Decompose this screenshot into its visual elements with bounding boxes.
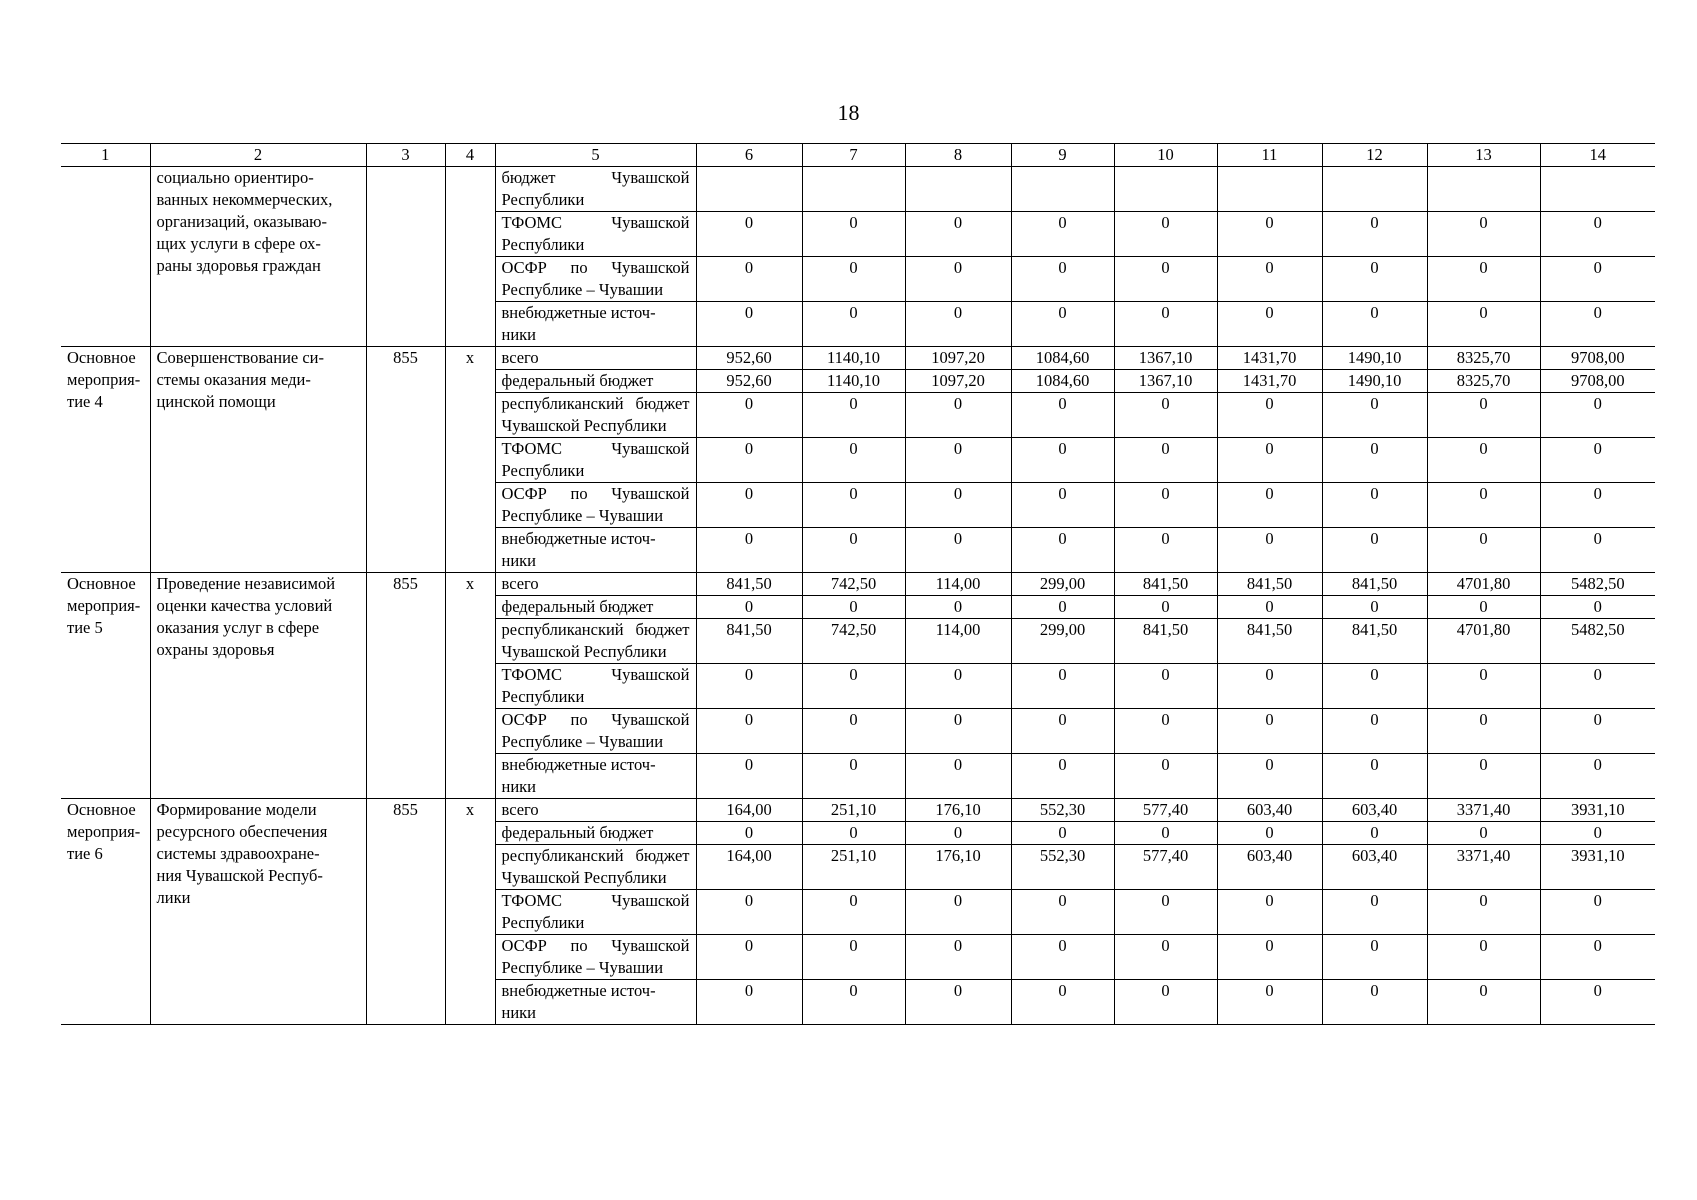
value-cell: 0: [696, 212, 802, 257]
value-cell: 0: [1011, 890, 1114, 935]
budget-code: 855: [366, 573, 445, 799]
table-row: [61, 347, 1655, 370]
value-cell: 0: [1427, 528, 1540, 573]
column-number-header: 8: [905, 144, 1011, 167]
value-cell: 0: [905, 393, 1011, 438]
value-cell: 0: [905, 212, 1011, 257]
mark-cell: [445, 167, 495, 347]
value-cell: 0: [1217, 302, 1322, 347]
measure-label: Основное мероприя- тие 4: [61, 347, 150, 573]
funding-source: республиканский бюджет Чувашской Республики: [495, 393, 696, 438]
value-cell: 0: [1217, 754, 1322, 799]
column-number-header: 2: [150, 144, 366, 167]
value-cell: [1540, 167, 1655, 212]
value-cell: 0: [802, 709, 905, 754]
value-cell: 0: [1011, 754, 1114, 799]
value-cell: 0: [905, 709, 1011, 754]
table-row: [61, 167, 1655, 212]
value-cell: 0: [1427, 709, 1540, 754]
value-cell: 0: [1322, 980, 1427, 1025]
value-cell: [1011, 167, 1114, 212]
value-cell: 0: [1114, 754, 1217, 799]
value-cell: 0: [1217, 483, 1322, 528]
funding-source: внебюджетные источ- ники: [495, 980, 696, 1025]
funding-source: ТФОМС Чувашской Республики: [495, 664, 696, 709]
column-number-header: 4: [445, 144, 495, 167]
funding-source: республиканский бюджет Чувашской Республики: [495, 619, 696, 664]
table-row: [61, 799, 1655, 822]
value-cell: 0: [1011, 483, 1114, 528]
value-cell: 0: [905, 822, 1011, 845]
value-cell: 742,50: [802, 573, 905, 596]
value-cell: 0: [696, 822, 802, 845]
value-cell: 952,60: [696, 347, 802, 370]
value-cell: 0: [1427, 257, 1540, 302]
value-cell: 841,50: [696, 573, 802, 596]
value-cell: 0: [1217, 890, 1322, 935]
value-cell: 0: [1427, 212, 1540, 257]
value-cell: 0: [905, 935, 1011, 980]
value-cell: 0: [1540, 980, 1655, 1025]
value-cell: 0: [1540, 935, 1655, 980]
table-row: [61, 573, 1655, 596]
value-cell: 0: [1114, 528, 1217, 573]
value-cell: 0: [696, 257, 802, 302]
value-cell: 1140,10: [802, 370, 905, 393]
value-cell: 0: [1217, 393, 1322, 438]
column-number-header: 6: [696, 144, 802, 167]
value-cell: 0: [1217, 822, 1322, 845]
budget-code: 855: [366, 799, 445, 1025]
column-number-header: 1: [61, 144, 150, 167]
funding-source: ТФОМС Чувашской Республики: [495, 438, 696, 483]
funding-source: ОСФР по Чувашской Республике – Чувашии: [495, 257, 696, 302]
value-cell: 0: [1540, 302, 1655, 347]
value-cell: 0: [1114, 664, 1217, 709]
value-cell: 0: [1540, 709, 1655, 754]
value-cell: 0: [1217, 438, 1322, 483]
value-cell: 0: [1540, 483, 1655, 528]
column-number-header: 12: [1322, 144, 1427, 167]
value-cell: 603,40: [1217, 799, 1322, 822]
value-cell: 841,50: [1217, 619, 1322, 664]
value-cell: 0: [1114, 980, 1217, 1025]
value-cell: 0: [1322, 822, 1427, 845]
value-cell: 1084,60: [1011, 347, 1114, 370]
value-cell: 0: [1427, 302, 1540, 347]
value-cell: 0: [696, 528, 802, 573]
funding-source: ОСФР по Чувашской Республике – Чувашии: [495, 935, 696, 980]
value-cell: 0: [905, 664, 1011, 709]
page-number: 18: [837, 100, 860, 125]
value-cell: 0: [1114, 302, 1217, 347]
value-cell: 1431,70: [1217, 370, 1322, 393]
value-cell: 0: [1427, 393, 1540, 438]
column-number-row: [61, 144, 1655, 167]
value-cell: 251,10: [802, 845, 905, 890]
value-cell: 0: [1322, 935, 1427, 980]
value-cell: 577,40: [1114, 845, 1217, 890]
value-cell: 552,30: [1011, 845, 1114, 890]
value-cell: 0: [802, 212, 905, 257]
value-cell: 0: [1540, 393, 1655, 438]
mark-cell: х: [445, 347, 495, 573]
value-cell: 164,00: [696, 799, 802, 822]
value-cell: 952,60: [696, 370, 802, 393]
value-cell: 114,00: [905, 573, 1011, 596]
value-cell: 0: [1322, 212, 1427, 257]
value-cell: 0: [1540, 754, 1655, 799]
value-cell: 1097,20: [905, 370, 1011, 393]
measure-label: Основное мероприя- тие 5: [61, 573, 150, 799]
funding-source: внебюджетные источ- ники: [495, 302, 696, 347]
value-cell: [1427, 167, 1540, 212]
value-cell: 0: [905, 754, 1011, 799]
value-cell: 1431,70: [1217, 347, 1322, 370]
value-cell: 0: [696, 754, 802, 799]
value-cell: 176,10: [905, 845, 1011, 890]
value-cell: 3931,10: [1540, 799, 1655, 822]
value-cell: 603,40: [1217, 845, 1322, 890]
value-cell: 1367,10: [1114, 370, 1217, 393]
value-cell: 0: [1217, 212, 1322, 257]
value-cell: 0: [905, 302, 1011, 347]
budget-code: [366, 167, 445, 347]
value-cell: [905, 167, 1011, 212]
value-cell: 1490,10: [1322, 370, 1427, 393]
value-cell: 3931,10: [1540, 845, 1655, 890]
value-cell: 0: [1427, 890, 1540, 935]
value-cell: 0: [1114, 257, 1217, 302]
value-cell: 0: [696, 980, 802, 1025]
value-cell: 0: [1427, 754, 1540, 799]
value-cell: 0: [802, 483, 905, 528]
value-cell: 0: [905, 257, 1011, 302]
value-cell: 0: [905, 483, 1011, 528]
value-cell: 0: [1427, 935, 1540, 980]
value-cell: 841,50: [1114, 619, 1217, 664]
value-cell: 0: [696, 709, 802, 754]
value-cell: 0: [1322, 393, 1427, 438]
value-cell: 0: [1011, 257, 1114, 302]
column-number-header: 14: [1540, 144, 1655, 167]
measure-title: Проведение независимой оценки качества условий оказания услуг в сфере охраны здоровья: [150, 573, 366, 799]
value-cell: 577,40: [1114, 799, 1217, 822]
value-cell: 0: [802, 528, 905, 573]
value-cell: 4701,80: [1427, 619, 1540, 664]
value-cell: 0: [1322, 257, 1427, 302]
value-cell: 0: [1011, 393, 1114, 438]
value-cell: 0: [1427, 664, 1540, 709]
value-cell: 0: [802, 438, 905, 483]
value-cell: 0: [1322, 596, 1427, 619]
value-cell: 114,00: [905, 619, 1011, 664]
value-cell: 0: [1217, 664, 1322, 709]
value-cell: 0: [905, 980, 1011, 1025]
value-cell: 0: [1540, 257, 1655, 302]
value-cell: 0: [905, 890, 1011, 935]
measure-title: Совершенствование си- стемы оказания меди- цинской помощи: [150, 347, 366, 573]
value-cell: 8325,70: [1427, 347, 1540, 370]
value-cell: [1114, 167, 1217, 212]
value-cell: 0: [696, 302, 802, 347]
value-cell: 0: [1427, 980, 1540, 1025]
value-cell: 5482,50: [1540, 619, 1655, 664]
value-cell: 0: [1540, 438, 1655, 483]
value-cell: 0: [1540, 528, 1655, 573]
value-cell: 0: [802, 302, 905, 347]
value-cell: 0: [1322, 302, 1427, 347]
value-cell: 4701,80: [1427, 573, 1540, 596]
value-cell: 0: [696, 664, 802, 709]
column-number-header: 5: [495, 144, 696, 167]
column-number-header: 10: [1114, 144, 1217, 167]
value-cell: [1217, 167, 1322, 212]
measure-label: [61, 167, 150, 347]
value-cell: 841,50: [1322, 619, 1427, 664]
value-cell: 1140,10: [802, 347, 905, 370]
value-cell: 0: [1114, 483, 1217, 528]
value-cell: 0: [1427, 596, 1540, 619]
funding-source: ТФОМС Чувашской Республики: [495, 890, 696, 935]
column-number-header: 9: [1011, 144, 1114, 167]
value-cell: 0: [1322, 438, 1427, 483]
value-cell: 0: [1114, 393, 1217, 438]
value-cell: 0: [1540, 596, 1655, 619]
value-cell: 0: [1114, 596, 1217, 619]
value-cell: 0: [1322, 483, 1427, 528]
funding-source: федеральный бюджет: [495, 596, 696, 619]
column-number-header: 11: [1217, 144, 1322, 167]
funding-source: ТФОМС Чувашской Республики: [495, 212, 696, 257]
value-cell: 742,50: [802, 619, 905, 664]
value-cell: 0: [1322, 528, 1427, 573]
mark-cell: х: [445, 799, 495, 1025]
value-cell: 1097,20: [905, 347, 1011, 370]
value-cell: 164,00: [696, 845, 802, 890]
value-cell: 0: [1114, 438, 1217, 483]
value-cell: 0: [696, 596, 802, 619]
value-cell: 841,50: [1322, 573, 1427, 596]
value-cell: 1084,60: [1011, 370, 1114, 393]
value-cell: 0: [1114, 822, 1217, 845]
value-cell: 603,40: [1322, 845, 1427, 890]
value-cell: 0: [696, 890, 802, 935]
value-cell: 0: [1217, 257, 1322, 302]
value-cell: 0: [1011, 664, 1114, 709]
funding-source: всего: [495, 799, 696, 822]
value-cell: 0: [1011, 709, 1114, 754]
measure-title: социально ориентиро- ванных некоммерческих, организаций, оказываю- щих услуги в сфере ох- раны здоровья граждан: [150, 167, 366, 347]
value-cell: 0: [1540, 890, 1655, 935]
funding-source: бюджет Чувашской Республики: [495, 167, 696, 212]
value-cell: 0: [1011, 438, 1114, 483]
value-cell: 299,00: [1011, 573, 1114, 596]
value-cell: 0: [1011, 935, 1114, 980]
value-cell: 0: [1011, 528, 1114, 573]
value-cell: [1322, 167, 1427, 212]
funding-source: республиканский бюджет Чувашской Республики: [495, 845, 696, 890]
value-cell: 0: [1427, 438, 1540, 483]
value-cell: 0: [802, 980, 905, 1025]
value-cell: 0: [905, 528, 1011, 573]
value-cell: [802, 167, 905, 212]
value-cell: 552,30: [1011, 799, 1114, 822]
value-cell: 1490,10: [1322, 347, 1427, 370]
value-cell: 0: [1114, 212, 1217, 257]
value-cell: 841,50: [1114, 573, 1217, 596]
funding-source: всего: [495, 347, 696, 370]
funding-source: всего: [495, 573, 696, 596]
value-cell: 841,50: [696, 619, 802, 664]
value-cell: 0: [1114, 935, 1217, 980]
value-cell: 603,40: [1322, 799, 1427, 822]
value-cell: 0: [696, 483, 802, 528]
value-cell: 5482,50: [1540, 573, 1655, 596]
funding-source: ОСФР по Чувашской Республике – Чувашии: [495, 709, 696, 754]
value-cell: 0: [1322, 890, 1427, 935]
value-cell: 0: [1217, 709, 1322, 754]
value-cell: 299,00: [1011, 619, 1114, 664]
value-cell: [696, 167, 802, 212]
value-cell: 0: [1011, 596, 1114, 619]
value-cell: 0: [1322, 754, 1427, 799]
column-number-header: 7: [802, 144, 905, 167]
funding-table: [61, 143, 1655, 1025]
value-cell: 3371,40: [1427, 845, 1540, 890]
value-cell: 0: [1114, 709, 1217, 754]
value-cell: 0: [802, 257, 905, 302]
funding-source: федеральный бюджет: [495, 370, 696, 393]
value-cell: 0: [1217, 935, 1322, 980]
value-cell: 1367,10: [1114, 347, 1217, 370]
value-cell: 0: [1011, 302, 1114, 347]
value-cell: 0: [1322, 709, 1427, 754]
value-cell: 0: [802, 754, 905, 799]
measure-label: Основное мероприя- тие 6: [61, 799, 150, 1025]
value-cell: 0: [1217, 596, 1322, 619]
value-cell: 0: [802, 935, 905, 980]
value-cell: 0: [1011, 980, 1114, 1025]
value-cell: 0: [1011, 822, 1114, 845]
funding-source: ОСФР по Чувашской Республике – Чувашии: [495, 483, 696, 528]
column-number-header: 13: [1427, 144, 1540, 167]
measure-title: Формирование модели ресурсного обеспечения системы здравоохране- ния Чувашской Респуб- лики: [150, 799, 366, 1025]
value-cell: 0: [1011, 212, 1114, 257]
value-cell: 0: [802, 596, 905, 619]
value-cell: 0: [1217, 528, 1322, 573]
value-cell: 251,10: [802, 799, 905, 822]
value-cell: 0: [1540, 212, 1655, 257]
value-cell: 0: [1540, 822, 1655, 845]
value-cell: 0: [802, 664, 905, 709]
value-cell: 0: [1540, 664, 1655, 709]
value-cell: 9708,00: [1540, 370, 1655, 393]
funding-source: внебюджетные источ- ники: [495, 754, 696, 799]
value-cell: 8325,70: [1427, 370, 1540, 393]
mark-cell: х: [445, 573, 495, 799]
value-cell: 0: [696, 393, 802, 438]
funding-source: внебюджетные источ- ники: [495, 528, 696, 573]
value-cell: 176,10: [905, 799, 1011, 822]
value-cell: 0: [696, 438, 802, 483]
value-cell: 0: [802, 393, 905, 438]
value-cell: 0: [905, 438, 1011, 483]
funding-source: федеральный бюджет: [495, 822, 696, 845]
value-cell: 9708,00: [1540, 347, 1655, 370]
value-cell: 0: [696, 935, 802, 980]
budget-code: 855: [366, 347, 445, 573]
value-cell: 0: [1322, 664, 1427, 709]
value-cell: 0: [802, 890, 905, 935]
value-cell: 3371,40: [1427, 799, 1540, 822]
value-cell: 0: [802, 822, 905, 845]
value-cell: 0: [1427, 483, 1540, 528]
value-cell: 0: [1427, 822, 1540, 845]
value-cell: 0: [1217, 980, 1322, 1025]
column-number-header: 3: [366, 144, 445, 167]
value-cell: 0: [905, 596, 1011, 619]
value-cell: 841,50: [1217, 573, 1322, 596]
value-cell: 0: [1114, 890, 1217, 935]
